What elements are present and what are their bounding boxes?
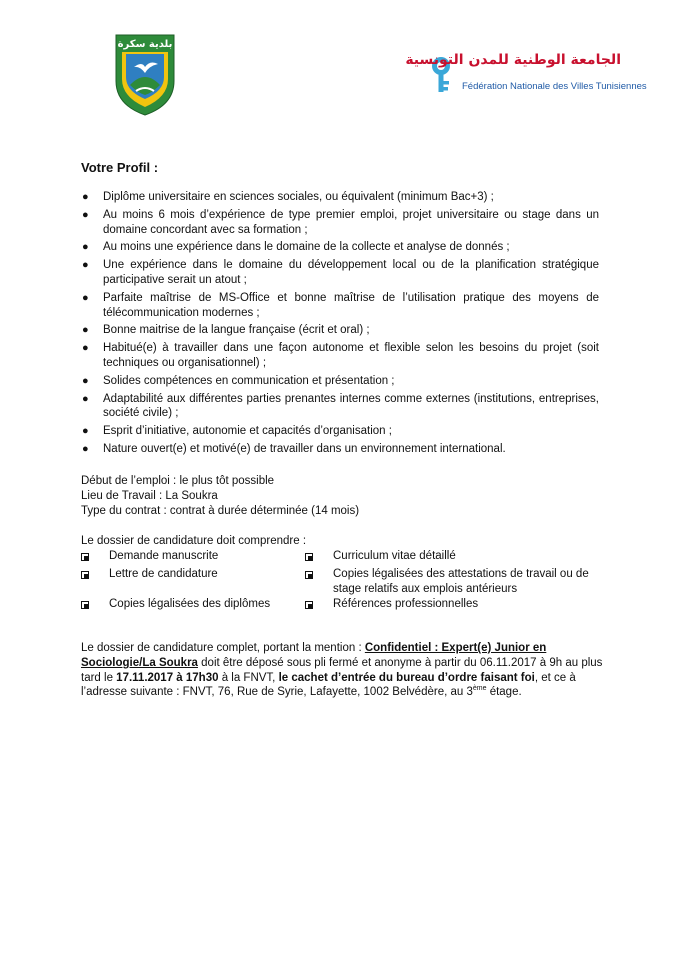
list-item: ● Au moins une expérience dans le domaine de la collecte et analyse de donnés ;	[82, 241, 510, 254]
mention-text: Confidentiel : Expert(e) Junior en Sociologie/La Soukra	[81, 642, 547, 669]
profile-heading: Votre Profil :	[81, 160, 159, 175]
list-item: ● Au moins 6 mois d’expérience de type premier emploi, projet universitaire ou stage dans un domaine concordant avec sa formation ;	[82, 208, 599, 236]
list-item: ● Nature ouvert(e) et motivé(e) de travailler dans un environnement international.	[82, 442, 506, 455]
document-page: بلدية سكرة الجامعة الوطنية للمدن التونسية Fédération Nationale des Villes Tunisiennes Votre Profil : ● Diplôme universitaire en sciences sociales, ou équivalent (minimum Bac+3) ; ● Au moins 6 mois d’expérience de type premier emploi, projet universitaire ou stage dans un domaine concordant avec sa formation ; ● Au moins une expérience dans le domaine de la collecte et analyse de donnés ; ● Une expérience dans le domaine du développement local ou de la planification stratégique participative serait un atout ; ● Parfaite maîtrise de MS-Office et bonne maîtrise de l’utilisation pratique des moyens de télécommunication modernes ; ● Bonne maitrise de la langue française (écrit et oral) ; ● Habitué(e) à travailler dans une façon autonome et flexible selon les besoins du projet (soit techniques ou organisationnel) ; ● Solides compétences en communication et présentation ; ● Adaptabilité aux différentes parties prenantes internes comme externes (institutions, entreprises, société civile) ; ● Esprit d’initiative, autonomie et capacités d’organisation ; ● Nature ouvert(e) et motivé(e) de travailler dans un environnement international. Début de l’emploi : le plus tôt possible Lieu de Travail : La Soukra Type du contrat : contrat à durée déterminée (14 mois) Le dossier de candidature doit comprendre : Demande manuscrite Curriculum vitae détaillé Lettre de candidature Copies légalisées des attestations de travail ou de stage relatifs aux emplois antérieurs Copies légalisées des diplômes Références professionnelles Le dossier de candidature complet, portant la mention : Confidentiel : Expert(e) Junior en Sociologie/La Soukra doit être déposé sous pli fermé et anonyme à partir du 06.11.2017 à 9h au plus tard le 17.11.2017 à 17h30 à la FNVT, le cachet d’entrée du bureau d’ordre faisant foi, et ce à l’adresse suivante : FNVT, 76, Rue de Syrie, Lafayette, 1002 Belvédère, au 3ème étage.	[0, 0, 679, 960]
bullet-icon: ●	[82, 374, 89, 387]
bullet-icon: ●	[82, 191, 89, 203]
list-item: ● Solides compétences en communication et présentation ;	[82, 374, 395, 387]
bullet-icon: ●	[82, 259, 89, 272]
checkbox-bullet-icon	[81, 553, 89, 561]
bullet-icon: ●	[82, 291, 89, 304]
deadline-text: 17.11.2017 à 17h30	[116, 671, 219, 684]
bullet-icon: ●	[82, 208, 89, 221]
bullet-icon: ●	[82, 392, 89, 405]
list-item: ● Bonne maitrise de la langue française (écrit et oral) ;	[82, 324, 370, 337]
bullet-icon: ●	[82, 342, 89, 355]
checkbox-bullet-icon	[305, 601, 313, 609]
checkbox-bullet-icon	[81, 571, 89, 579]
list-item: ● Habitué(e) à travailler dans une façon autonome et flexible selon les besoins du projet (soit techniques ou organisationnel) ;	[82, 342, 599, 369]
job-start: Début de l’emploi : le plus tôt possible	[81, 475, 275, 487]
job-location: Lieu de Travail : La Soukra	[81, 489, 218, 502]
fnvt-logo	[405, 50, 647, 98]
fnvt-arabic-name: الجامعة الوطنية للمدن التونسية	[405, 52, 621, 68]
checkbox-bullet-icon	[305, 571, 313, 579]
bullet-icon: ●	[82, 324, 89, 337]
checkbox-bullet-icon	[305, 553, 313, 561]
submission-instructions: Le dossier de candidature complet, portant la mention : Confidentiel : Expert(e) Junior en Sociologie/La Soukra doit être déposé sous pli fermé et anonyme à partir du 06.11.2017 à 9h au plus tard le 17.11.2017 à 17h30 à la FNVT, le cachet d’entrée du bureau d’ordre faisant foi, et ce à l’adresse suivante : FNVT, 76, Rue de Syrie, Lafayette, 1002 Belvédère, au 3ème étage.	[81, 642, 603, 699]
list-item: ● Adaptabilité aux différentes parties prenantes internes comme externes (institutions, entreprises, société civile) ;	[82, 392, 599, 420]
list-item: ● Parfaite maîtrise de MS-Office et bonne maîtrise de l’utilisation pratique des moyens de télécommunication modernes ;	[82, 291, 599, 319]
svg-text:بلدية سكرة: بلدية سكرة	[117, 39, 173, 50]
fnvt-french-name: Fédération Nationale des Villes Tunisiennes	[462, 81, 647, 92]
list-item: ● Une expérience dans le domaine du développement local ou de la planification stratégique participative serait un atout ;	[82, 259, 599, 286]
bullet-icon: ●	[82, 241, 89, 254]
profile-requirements-list	[81, 190, 599, 460]
job-contract: Type du contrat : contrat à durée déterminée (14 mois)	[81, 504, 360, 517]
job-info	[81, 474, 359, 518]
municipality-crest-logo	[112, 33, 178, 117]
checkbox-bullet-icon	[81, 601, 89, 609]
bullet-icon: ●	[82, 442, 89, 455]
bullet-icon: ●	[82, 425, 89, 438]
stamp-text: le cachet d’entrée du bureau d’ordre faisant foi	[278, 671, 535, 684]
list-item: ● Esprit d’initiative, autonomie et capacités d’organisation ;	[82, 425, 392, 438]
list-item: ● Diplôme universitaire en sciences sociales, ou équivalent (minimum Bac+3) ;	[82, 191, 494, 203]
dossier-intro: Le dossier de candidature doit comprendre :	[81, 535, 307, 547]
